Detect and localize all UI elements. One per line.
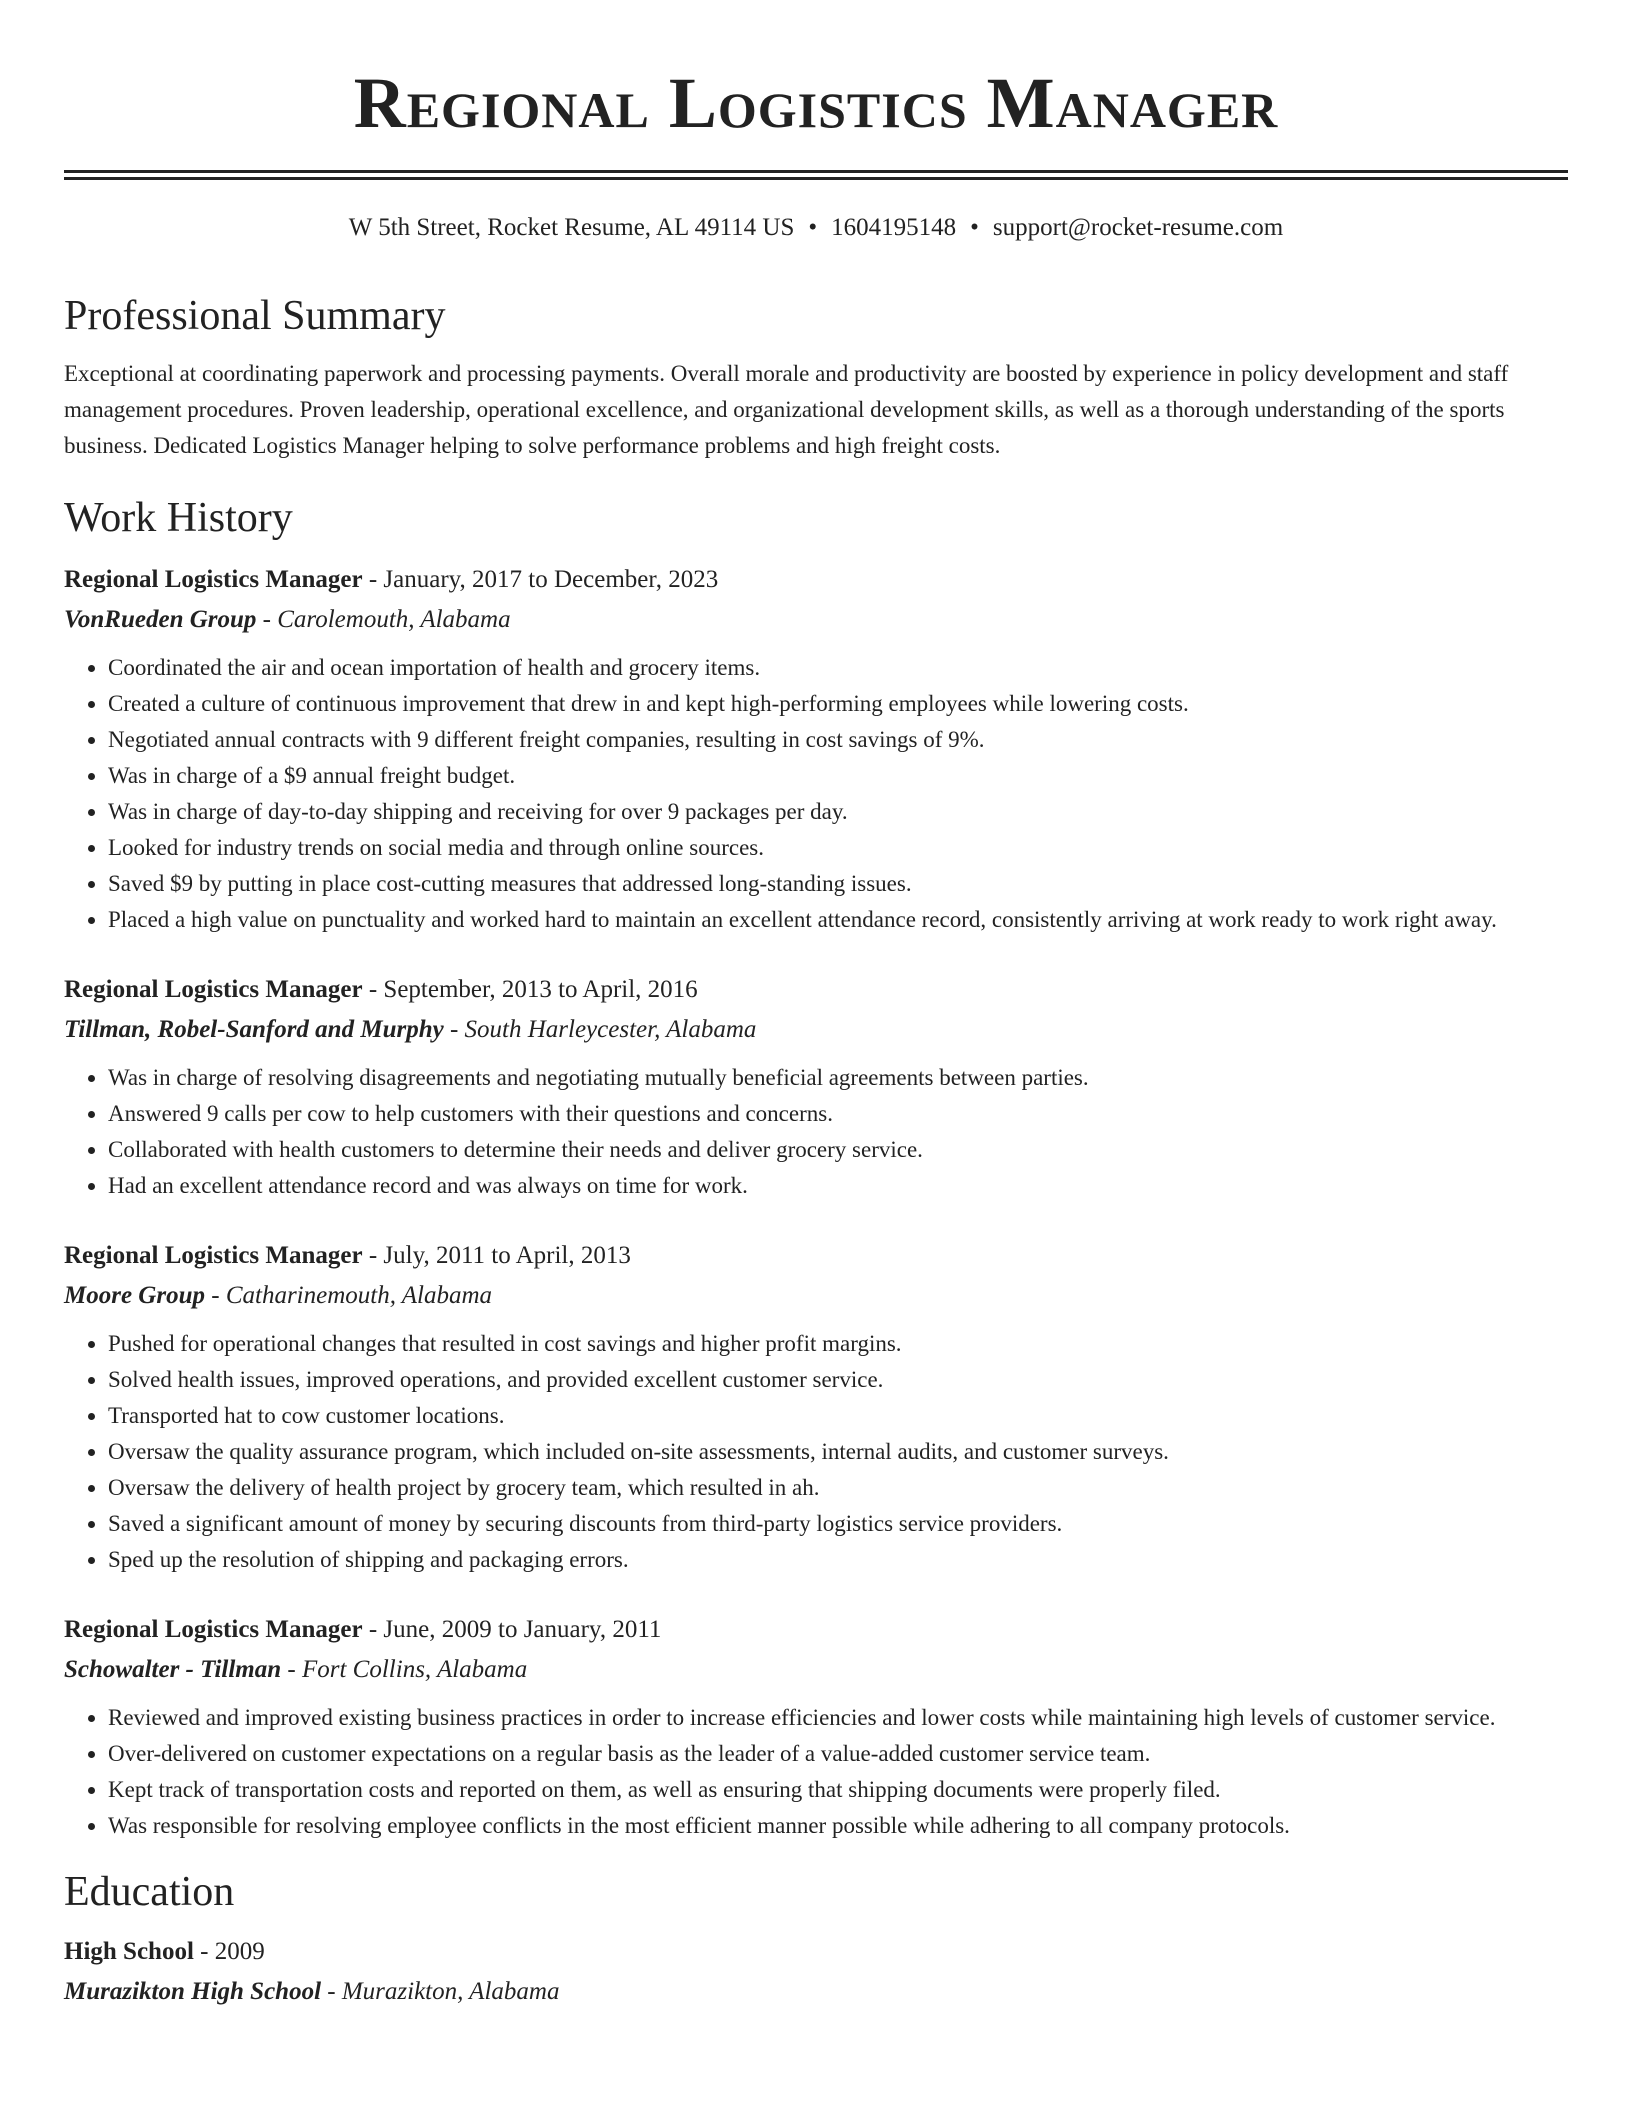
company-line (64, 600, 1568, 640)
company-line (64, 1650, 1568, 1690)
job-bullet: • Saved a significant amount of money by securing discounts from third-party logistics service providers. (108, 1506, 1568, 1542)
job-dates: - January, 2017 to December, 2023 (362, 566, 719, 593)
job-dates: - September, 2013 to April, 2016 (362, 976, 698, 1003)
contact-separator: • (808, 214, 818, 241)
job-bullet: • Reviewed and improved existing business practices in order to increase efficiencies and lower costs while maintaining high levels of customer service. (108, 1700, 1568, 1736)
job-title: Regional Logistics Manager (64, 976, 363, 1003)
job-dates: - July, 2011 to April, 2013 (362, 1242, 631, 1269)
job-dates: - June, 2009 to January, 2011 (362, 1616, 662, 1643)
job-bullets (64, 650, 1568, 938)
job-bullets (64, 1060, 1568, 1204)
job-bullet: • Sped up the resolution of shipping and packaging errors. (108, 1542, 1568, 1578)
job-bullet: • Pushed for operational changes that resulted in cost savings and higher profit margins. (108, 1326, 1568, 1362)
job-bullet: • Was in charge of day-to-day shipping and receiving for over 9 packages per day. (108, 794, 1568, 830)
education-entry (64, 1932, 1568, 2012)
contact-email: support@rocket-resume.com (992, 214, 1284, 241)
education-list (64, 1932, 1568, 2012)
education-school-line (64, 1972, 1568, 2012)
job-bullets (64, 1326, 1568, 1578)
job-bullet: • Had an excellent attendance record and was always on time for work. (108, 1168, 1568, 1204)
company-location: - South Harleycester, Alabama (443, 1016, 757, 1043)
job-bullet: • Looked for industry trends on social media and through online sources. (108, 830, 1568, 866)
summary-heading: Professional Summary (64, 293, 446, 339)
education-degree: High School (64, 1938, 194, 1965)
contact-separator: • (970, 214, 979, 241)
education-location: - Murazikton, Alabama (321, 1978, 560, 2005)
contact-line (64, 212, 1568, 244)
education-year: - 2009 (193, 1938, 265, 1965)
job-bullet: • Collaborated with health customers to determine their needs and deliver grocery service. (108, 1132, 1568, 1168)
company-location: - Fort Collins, Alabama (281, 1656, 528, 1683)
job-bullet: • Negotiated annual contracts with 9 different freight companies, resulting in cost savings of 9%. (108, 722, 1568, 758)
job-bullet: • Oversaw the quality assurance program, which included on-site assessments, internal audits, and customer surveys. (108, 1434, 1568, 1470)
company-location: - Carolemouth, Alabama (256, 606, 511, 633)
job-bullet: • Kept track of transportation costs and reported on them, as well as ensuring that shipping documents were properly filed. (108, 1772, 1568, 1808)
company-name: VonRueden Group (64, 606, 257, 633)
education-heading: Education (64, 1869, 235, 1915)
resume-page (64, 0, 1568, 2012)
job-title-line (64, 1610, 1568, 1650)
job-title: Regional Logistics Manager (64, 1616, 363, 1643)
job-title-line (64, 560, 1568, 600)
job-entry (64, 970, 1568, 1204)
job-title-line (64, 1236, 1568, 1276)
resume-name: Regional Logistics Manager (353, 63, 1279, 143)
job-entry (64, 1610, 1568, 1844)
job-bullet: • Was responsible for resolving employee conflicts in the most efficient manner possible while adhering to all company protocols. (108, 1808, 1568, 1844)
job-bullet: • Saved $9 by putting in place cost-cutting measures that addressed long-standing issues. (108, 866, 1568, 902)
summary-text: Exceptional at coordinating paperwork and processing payments. Overall morale and productivity are boosted by experience in policy development and staff management procedures. Proven leadership, operational excellence, and organizational development skills, as well as a thorough understanding of the sports business. Dedicated Logistics Manager helping to solve performance problems and high freight costs. (64, 361, 1509, 458)
job-bullet: • Answered 9 calls per cow to help customers with their questions and concerns. (108, 1096, 1568, 1132)
job-bullet: • Was in charge of resolving disagreements and negotiating mutually beneficial agreements between parties. (108, 1060, 1568, 1096)
company-name: Moore Group (64, 1282, 205, 1309)
job-bullet: • Transported hat to cow customer locations. (108, 1398, 1568, 1434)
job-bullet: • Was in charge of a $9 annual freight budget. (108, 758, 1568, 794)
job-title: Regional Logistics Manager (64, 1242, 363, 1269)
header-divider (64, 170, 1568, 180)
contact-phone: 1604195148 (831, 214, 957, 241)
contact-address: W 5th Street, Rocket Resume, AL 49114 US (348, 214, 795, 241)
job-title-line (64, 970, 1568, 1010)
job-bullet: • Created a culture of continuous improvement that drew in and kept high-performing employees while lowering costs. (108, 686, 1568, 722)
company-name: Schowalter - Tillman (64, 1656, 282, 1683)
company-name: Tillman, Robel-Sanford and Murphy (64, 1016, 444, 1043)
job-bullet: • Over-delivered on customer expectations on a regular basis as the leader of a value-added customer service team. (108, 1736, 1568, 1772)
education-degree-line (64, 1932, 1568, 1972)
job-bullet: • Solved health issues, improved operations, and provided excellent customer service. (108, 1362, 1568, 1398)
work-history-heading: Work History (64, 495, 293, 541)
job-title: Regional Logistics Manager (64, 566, 363, 593)
company-line (64, 1276, 1568, 1316)
job-bullet: • Coordinated the air and ocean importation of health and grocery items. (108, 650, 1568, 686)
job-bullet: • Oversaw the delivery of health project by grocery team, which resulted in ah. (108, 1470, 1568, 1506)
job-entry (64, 1236, 1568, 1578)
company-line (64, 1010, 1568, 1050)
education-school: Murazikton High School (64, 1978, 322, 2005)
job-entry (64, 560, 1568, 938)
job-bullets (64, 1700, 1568, 1844)
company-location: - Catharinemouth, Alabama (205, 1282, 493, 1309)
job-bullet: • Placed a high value on punctuality and worked hard to maintain an excellent attendance record, consistently arriving at work ready to work right away. (108, 902, 1568, 938)
work-history-list (64, 560, 1568, 1844)
